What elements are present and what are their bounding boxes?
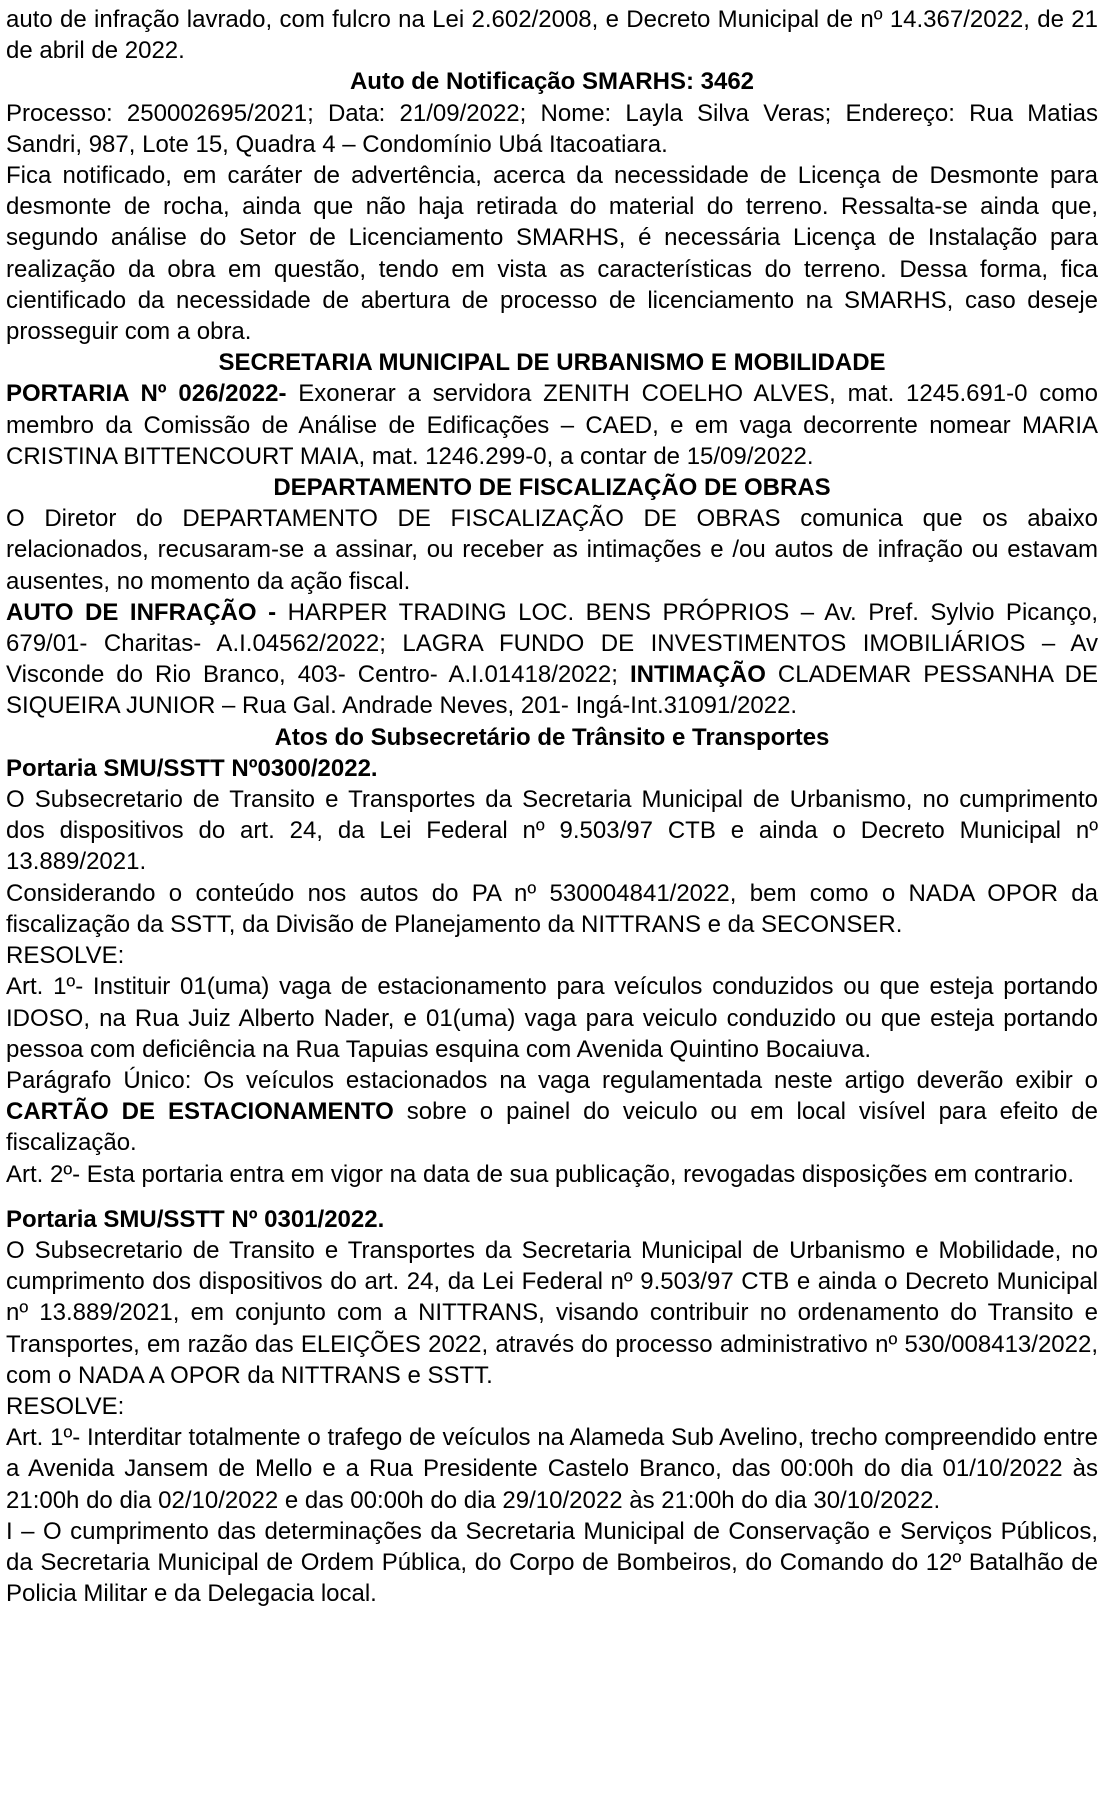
portaria-026-label: PORTARIA Nº 026/2022- bbox=[6, 380, 287, 408]
portaria-026-text: Exonerar a servidora ZENITH COELHO ALVES, mat. 1245.691-0 como membro da Comissão de Análise de Edificações – CAED, e em vaga decorrente nomear MARIA CRISTINA BITTENCOURT MAIA, mat. 1246.299-0, a contar de 15/09/2022. bbox=[6, 380, 1098, 470]
auto-infracao-text: HARPER TRADING LOC. BENS PRÓPRIOS – Av. Pref. Sylvio Picanço, 679/01- Charitas- A.I.04562/2022; LAGRA FUNDO DE INVESTIMENTOS IMOBILIÁRIOS – Av Visconde do Rio Branco, 403- Centro- A.I.01418/2022; bbox=[6, 598, 1098, 689]
portaria-0300-resolve: RESOLVE: bbox=[6, 942, 125, 970]
heading-atos: Atos do Subsecretário de Trânsito e Transportes bbox=[274, 723, 830, 751]
portaria-0301-paragraph-1: O Subsecretario de Transito e Transportes da Secretaria Municipal de Urbanismo e Mobilidade, no cumprimento dos dispositivos do art. 24, da Lei Federal nº 9.503/97 CTB e ainda o Decreto Municipal nº 13.889/2021, em conjunto com a NITTRANS, visando contribuir no ordenamento do Transito e Transportes, em razão das ELEIÇÕES 2022, através do processo administrativo nº 530/008413/2022, com o NADA A OPOR da NITTRANS e SSTT. bbox=[6, 1236, 1098, 1389]
heading-departamento: DEPARTAMENTO DE FISCALIZAÇÃO DE OBRAS bbox=[273, 474, 831, 502]
intimacao-text: CLADEMAR PESSANHA DE SIQUEIRA JUNIOR – Rua Gal. Andrade Neves, 201- Ingá-Int.31091/2022. bbox=[6, 661, 1099, 720]
intro-paragraph: auto de infração lavrado, com fulcro na Lei 2.602/2008, e Decreto Municipal de nº 14.367/2022, de 21 de abril de 2022. bbox=[6, 6, 1098, 65]
portaria-0300-art1: Art. 1º- Instituir 01(uma) vaga de estacionamento para veículos conduzidos ou que esteja portando IDOSO, na Rua Juiz Alberto Nader, e 01(uma) vaga para veiculo conduzido ou que esteja portando pessoa com deficiência na Rua Tapuias esquina com Avenida Quintino Bocaiuva. bbox=[6, 973, 1098, 1063]
notificado-paragraph: Fica notificado, em caráter de advertência, acerca da necessidade de Licença de Desmonte para desmonte de rocha, ainda que não haja retirada do material do terreno. Ressalta-se ainda que, segundo análise do Setor de Licenciamento SMARHS, é necessária Licença de Instalação para realização da obra em questão, tendo em vista as características do terreno. Dessa forma, fica cientificado da necessidade de abertura de processo de licenciamento na SMARHS, caso deseje prosseguir com a obra. bbox=[6, 162, 1098, 346]
portaria-0300-title: Portaria SMU/SSTT Nº0300/2022. bbox=[6, 754, 378, 782]
portaria-026-paragraph bbox=[6, 378, 1098, 472]
portaria-0300-paragraph-1: O Subsecretario de Transito e Transportes da Secretaria Municipal de Urbanismo, no cumprimento dos dispositivos do art. 24, da Lei Federal nº 9.503/97 CTB e ainda o Decreto Municipal nº 13.889/2021. bbox=[6, 786, 1098, 876]
portaria-0301-art1: Art. 1º- Interditar totalmente o trafego de veículos na Alameda Sub Avelino, trecho compreendido entre a Avenida Jansem de Mello e a Rua Presidente Castelo Branco, das 00:00h do dia 01/10/2022 às 21:00h do dia 02/10/2022 e das 00:00h do dia 29/10/2022 às 21:00h do dia 30/10/2022. bbox=[6, 1424, 1098, 1514]
portaria-0301-item-1: I – O cumprimento das determinações da Secretaria Municipal de Conservação e Serviços Públicos, da Secretaria Municipal de Ordem Pública, do Corpo de Bombeiros, do Comando do 12º Batalhão de Policia Militar e da Delegacia local. bbox=[6, 1517, 1098, 1608]
cartao-estacionamento-label: CARTÃO DE ESTACIONAMENTO bbox=[6, 1098, 394, 1126]
diretor-paragraph: O Diretor do DEPARTAMENTO DE FISCALIZAÇÃO DE OBRAS comunica que os abaixo relacionados, recusaram-se a assinar, ou receber as intimações e /ou autos de infração ou estavam ausentes, no momento da ação fiscal. bbox=[6, 505, 1098, 595]
intimacao-label: INTIMAÇÃO bbox=[629, 661, 766, 689]
portaria-0301-title: Portaria SMU/SSTT Nº 0301/2022. bbox=[6, 1205, 385, 1233]
portaria-0300-paragrafo-unico bbox=[6, 1065, 1098, 1159]
portaria-0300-art2: Art. 2º- Esta portaria entra em vigor na data de sua publicação, revogadas disposições em contrario. bbox=[6, 1160, 1074, 1188]
portaria-0300-paragraph-2: Considerando o conteúdo nos autos do PA nº 530004841/2022, bem como o NADA OPOR da fiscalização da SSTT, da Divisão de Planejamento da NITTRANS e da SECONSER. bbox=[6, 879, 1098, 938]
heading-auto-notificacao: Auto de Notificação SMARHS: 3462 bbox=[349, 68, 755, 96]
paragrafo-unico-text-after: sobre o painel do veiculo ou em local visível para efeito de fiscalização. bbox=[6, 1098, 1098, 1157]
processo-paragraph: Processo: 250002695/2021; Data: 21/09/2022; Nome: Layla Silva Veras; Endereço: Rua Matias Sandri, 987, Lote 15, Quadra 4 – Condomínio Ubá Itacoatiara. bbox=[6, 99, 1098, 158]
paragrafo-unico-text-before: Parágrafo Único: Os veículos estacionados na vaga regulamentada neste artigo deverão exibir o bbox=[6, 1066, 1098, 1094]
portaria-0301-resolve: RESOLVE: bbox=[6, 1392, 125, 1420]
auto-infracao-label: AUTO DE INFRAÇÃO - bbox=[6, 598, 277, 626]
auto-infracao-paragraph bbox=[6, 597, 1098, 722]
heading-secretaria: SECRETARIA MUNICIPAL DE URBANISMO E MOBILIDADE bbox=[218, 349, 886, 377]
